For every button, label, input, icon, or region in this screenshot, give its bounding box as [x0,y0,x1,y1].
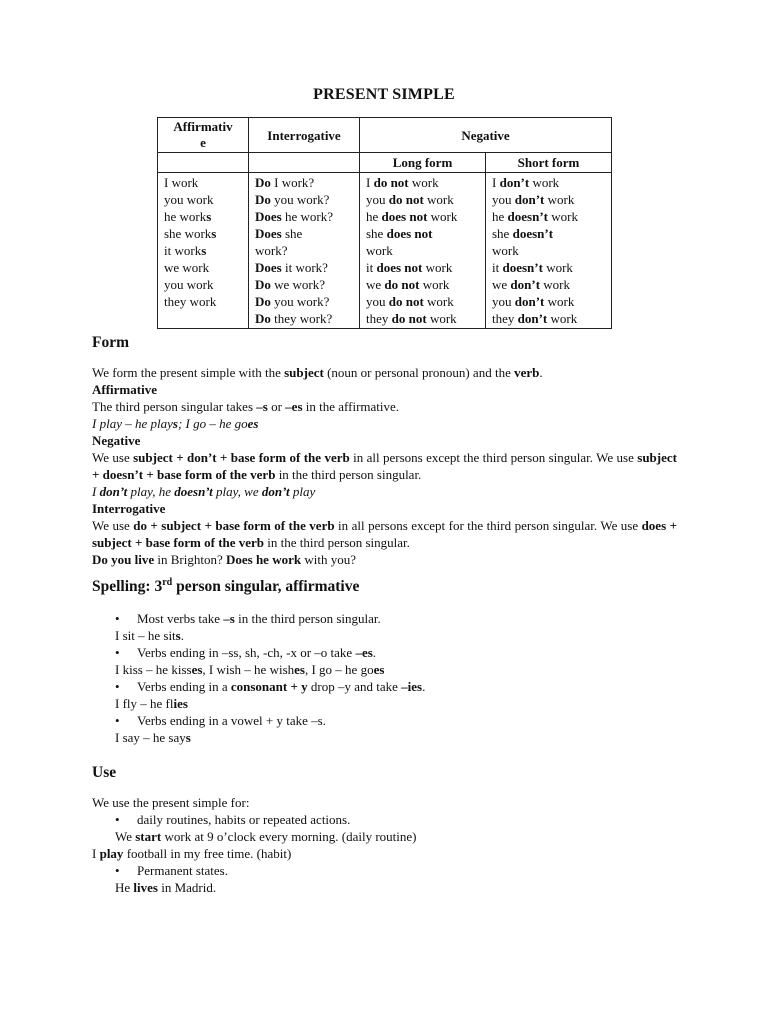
table-cell: Do I work? [255,175,315,190]
negative-short-column [486,173,612,329]
table-cell: you don’t work [492,192,575,207]
spelling-heading: Spelling: 3rd person singular, affirmative [92,576,360,595]
use-item-1-text: daily routines, habits or repeated actions. [137,812,351,827]
table-cell: I work [164,175,199,190]
table-cell: I don’t work [492,175,560,190]
header-interrogative: Interrogative [249,118,360,153]
table-cell: she doesn’t [492,226,554,241]
spelling-rule-1: • Most verbs take –s in the third person singular. [115,611,381,626]
table-cell: it does not work [366,260,453,275]
table-body-row [158,173,612,329]
bullet-icon: • [115,645,120,660]
spelling-example-3: I fly – he flies [115,696,188,711]
conjugation-table [157,117,612,329]
table-cell: she works [164,226,217,241]
table-cell: we don’t work [492,277,571,292]
table-cell: work? [255,243,288,258]
table-cell: it doesn’t work [492,260,573,275]
use-example-1: We start work at 9 o’clock every morning. (daily routine) [115,829,417,844]
use-item-2 [115,862,228,879]
table-cell: you do not work [366,294,454,309]
use-item-2-text: Permanent states. [137,863,228,878]
table-cell: they work [164,294,217,309]
table-cell: she does not [366,226,433,241]
table-cell: you work [164,277,214,292]
table-cell: I do not work [366,175,439,190]
affirmative-heading: Affirmative [92,382,157,397]
table-cell: Do you work? [255,192,330,207]
negative-long-column [360,173,486,329]
table-cell: Does it work? [255,260,328,275]
page-title: PRESENT SIMPLE [313,86,455,103]
use-item-1 [115,811,350,828]
affirmative-column [158,173,249,329]
table-subheader-row [158,153,612,173]
table-header-row [158,118,612,153]
header-short-form: Short form [486,153,612,173]
spelling-example-2: I kiss – he kisses, I wish – he wishes, I go – he goes [115,662,385,677]
affirmative-text: The third person singular takes –s or –es in the affirmative. [92,399,400,414]
spelling-example-1: I sit – he sits. [115,628,184,643]
table-cell: they don’t work [492,311,578,326]
subheader-empty-2 [249,153,360,173]
table-cell: Does she [255,226,303,241]
form-heading: Form [92,334,130,351]
negative-heading: Negative [92,433,141,448]
bullet-icon: • [115,713,120,728]
table-cell: Do you work? [255,294,330,309]
use-heading: Use [92,764,117,781]
negative-text: We use subject + don’t + base form of the verb in all persons except the third person singular. We use subject + doesn’t + base form of the verb in the third person singular. [92,450,677,482]
subheader-empty-1 [158,153,249,173]
interrogative-column [249,173,360,329]
header-affirmative: Affirmativ e [158,118,249,153]
bullet-icon: • [115,812,120,827]
table-cell: we do not work [366,277,450,292]
table-cell: we work [164,260,210,275]
table-cell: you work [164,192,214,207]
bullet-icon: • [115,679,120,694]
negative-example: I don’t play, he doesn’t play, we don’t play [92,484,316,499]
use-example-3: He lives in Madrid. [115,880,217,895]
header-negative: Negative [360,118,612,153]
table-cell: you do not work [366,192,454,207]
spelling-example-4: I say – he says [115,730,191,745]
form-intro: We form the present simple with the subject (noun or personal pronoun) and the verb. [92,365,543,380]
table-cell: Do we work? [255,277,326,292]
use-intro: We use the present simple for: [92,795,250,810]
affirmative-example: I play – he plays; I go – he goes [92,416,259,431]
interrogative-example: Do you live in Brighton? Does he work with you? [92,552,356,567]
table-cell: work [366,243,393,258]
interrogative-heading: Interrogative [92,501,166,516]
table-cell: he doesn’t work [492,209,578,224]
header-long-form: Long form [360,153,486,173]
spelling-rule-3: • Verbs ending in a consonant + y drop –y and take –ies. [115,679,426,694]
table-cell: you don’t work [492,294,575,309]
table-cell: he works [164,209,212,224]
table-cell: he does not work [366,209,458,224]
spelling-rule-2: • Verbs ending in –ss, sh, -ch, -x or –o take –es. [115,645,377,660]
bullet-icon: • [115,863,120,878]
use-example-2: I play football in my free time. (habit) [92,846,292,861]
table-cell: Do they work? [255,311,333,326]
bullet-icon: • [115,611,120,626]
interrogative-text: We use do + subject + base form of the verb in all persons except for the third person singular. We use does + subject + base form of the verb in the third person singular. [92,518,678,550]
table-cell: they do not work [366,311,457,326]
table-cell: work [492,243,519,258]
table-cell: Does he work? [255,209,333,224]
table-cell: it works [164,243,207,258]
spelling-rule-4: • Verbs ending in a vowel + y take –s. [115,713,326,728]
